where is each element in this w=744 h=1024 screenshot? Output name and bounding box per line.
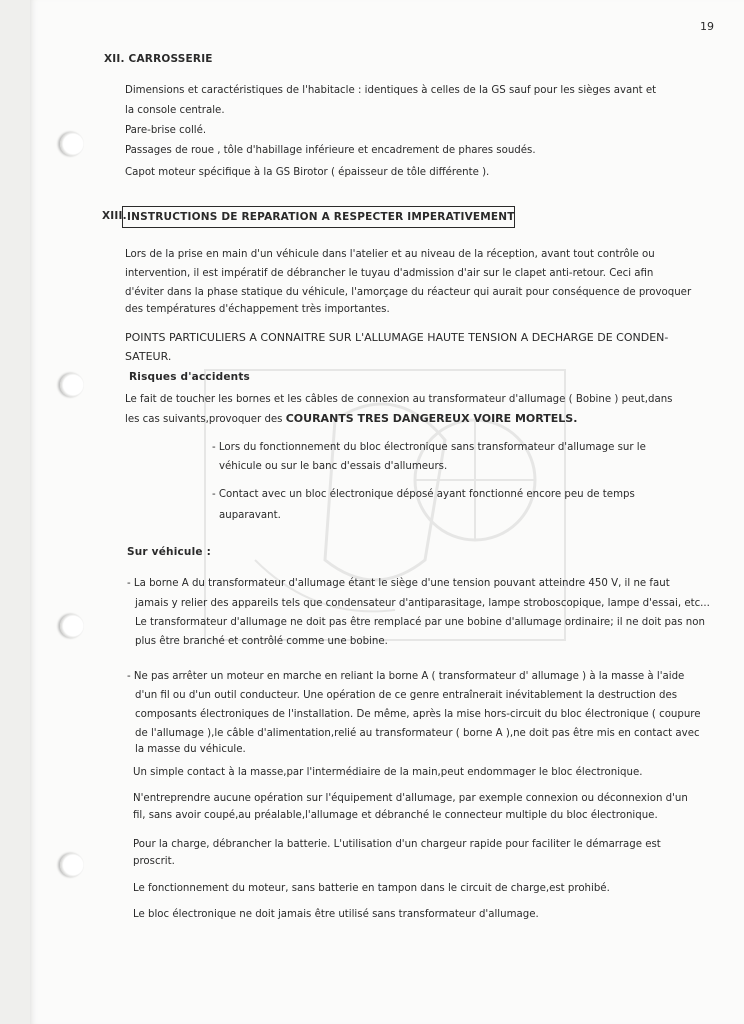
- text-line: Lors de la prise en main d'un véhicule dans l'atelier et au niveau de la réception, avant tout contrôle ou: [125, 249, 655, 260]
- list-item: véhicule ou sur le banc d'essais d'allumeurs.: [219, 461, 448, 472]
- text-line: Capot moteur spécifique à la GS Birotor ( épaisseur de tôle différente ).: [125, 167, 490, 178]
- text-line: [125, 412, 577, 427]
- list-item: - Contact avec un bloc électronique déposé ayant fonctionné encore peu de temps: [212, 489, 635, 500]
- text-line: d'un fil ou d'un outil conducteur. Une opération de ce genre entraînerait inévitablement la destruction des: [135, 690, 678, 701]
- text-line: jamais y relier des appareils tels que condensateur d'antiparasitage, lampe stroboscopique, lampe d'essai, etc...: [135, 598, 710, 609]
- text-line: de l'allumage ),le câble d'alimentation,relié au transformateur ( borne A ),ne doit pas être mis en contact avec: [135, 728, 700, 739]
- text-fragment: les cas suivants,provoquer des: [125, 414, 286, 425]
- text-line: la masse du véhicule.: [135, 744, 246, 755]
- text-line: - La borne A du transformateur d'allumage étant le siège d'une tension pouvant atteindre 450 V, il ne faut: [127, 578, 670, 589]
- warning-text: COURANTS TRES DANGEREUX VOIRE MORTELS.: [285, 412, 578, 425]
- page-number: 19: [700, 20, 714, 33]
- section-title: INSTRUCTIONS DE REPARATION A RESPECTER IMPERATIVEMENT: [127, 211, 515, 223]
- section-title-box: [122, 206, 515, 228]
- list-item: auparavant.: [219, 510, 281, 521]
- binder-hole: [60, 614, 84, 638]
- text-line: composants électroniques de l'installation. De même, après la mise hors-circuit du bloc électronique ( coupure: [135, 709, 701, 720]
- list-item: - Lors du fonctionnement du bloc électronique sans transformateur d'allumage sur le: [212, 442, 646, 453]
- text-line: Pare-brise collé.: [125, 125, 207, 136]
- text-line: Le fonctionnement du moteur, sans batterie en tampon dans le circuit de charge,est prohibé.: [133, 883, 610, 894]
- text-line: Un simple contact à la masse,par l'intermédiaire de la main,peut endommager le bloc électronique.: [133, 767, 643, 778]
- text-line: N'entreprendre aucune opération sur l'équipement d'allumage, par exemple connexion ou déconnexion d'un: [133, 793, 688, 804]
- text-line: intervention, il est impératif de débrancher le tuyau d'admission d'air sur le clapet anti-retour. Ceci afin: [125, 268, 654, 279]
- vehicule-heading: Sur véhicule :: [127, 546, 211, 558]
- points-title: SATEUR.: [125, 350, 172, 363]
- text-line: Pour la charge, débrancher la batterie. L'utilisation d'un chargeur rapide pour faciliter le démarrage est: [133, 839, 661, 850]
- section-number: XIII.: [102, 210, 127, 222]
- text-line: des températures d'échappement très importantes.: [125, 304, 390, 315]
- section-heading-carrosserie: XII. CARROSSERIE: [104, 53, 213, 65]
- binder-hole: [60, 132, 84, 156]
- points-title: POINTS PARTICULIERS A CONNAITRE SUR L'ALLUMAGE HAUTE TENSION A DECHARGE DE CONDEN-: [125, 331, 669, 344]
- text-line: Passages de roue , tôle d'habillage inférieure et encadrement de phares soudés.: [125, 145, 536, 156]
- text-line: Dimensions et caractéristiques de l'habitacle : identiques à celles de la GS sauf pour les sièges avant et: [125, 85, 657, 96]
- text-line: - Ne pas arrêter un moteur en marche en reliant la borne A ( transformateur d' allumage ) à la masse à l'aide: [127, 671, 685, 682]
- text-line: la console centrale.: [125, 105, 225, 116]
- text-line: plus être branché et contrôlé comme une bobine.: [135, 636, 388, 647]
- text-line: fil, sans avoir coupé,au préalable,l'allumage et débranché le connecteur multiple du bloc électronique.: [133, 810, 658, 821]
- text-line: d'éviter dans la phase statique du véhicule, l'amorçage du réacteur qui aurait pour conséquence de provoquer: [125, 287, 692, 298]
- risques-heading: Risques d'accidents: [129, 371, 250, 383]
- text-line: Le bloc électronique ne doit jamais être utilisé sans transformateur d'allumage.: [133, 909, 539, 920]
- text-line: Le fait de toucher les bornes et les câbles de connexion au transformateur d'allumage ( Bobine ) peut,dans: [125, 394, 673, 405]
- binder-hole: [60, 373, 84, 397]
- text-line: Le transformateur d'allumage ne doit pas être remplacé par une bobine d'allumage ordinaire; il ne doit pas non: [135, 617, 705, 628]
- binder-hole: [60, 853, 84, 877]
- text-line: proscrit.: [133, 856, 175, 867]
